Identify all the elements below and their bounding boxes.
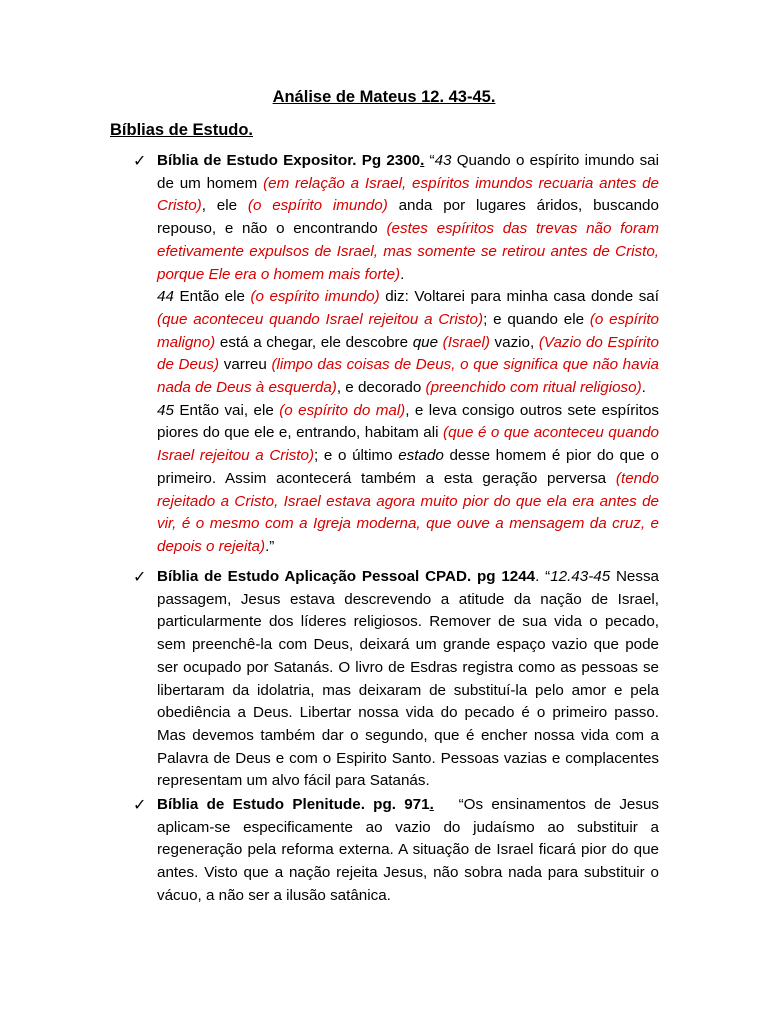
source-name: Bíblia de Estudo Aplicação Pessoal CPAD. pg 1244	[157, 568, 536, 585]
entry-body: Nessa passagem, Jesus estava descrevendo a atitude da nação de Israel, particularmente dos líderes religiosos. Remover de sua vida o pecado, sem preenchê-la com Deus, deixará um grande espaço vazio que pode ser ocupado por Satanás. O livro de Esdras registra como as pessoas se libertaram da idolatria, mas deixaram de substituí-la pelo amor e pela obediência a Deus. Libertar nossa vida do pecado é o primeiro passo. Mas devemos também dar o segundo, que é encher nossa vida com a Palavra de Deus e com o Espirito Santo. Pessoas vazias e complacentes representam um alvo fácil para Satanás.	[157, 568, 660, 790]
source-name: Bíblia de Estudo Expositor. Pg 2300	[157, 152, 421, 169]
entry-text: Bíblia de Estudo Plenitude. pg. 971. “Os ensinamentos de Jesus aplicam-se especificamente ao vazio do judaísmo ao substituir a regeneração pela reforma externa. A situação de Israel ficará pior do que antes. Visto que a nação rejeita Jesus, não sobra nada para substituir o vácuo, a não ser a ilusão satânica.	[157, 796, 659, 904]
verse-number: 43	[434, 152, 452, 169]
commentary: (preenchido com ritual religioso)	[425, 379, 642, 397]
checkmark-icon: ✓	[133, 797, 147, 814]
checkmark-icon: ✓	[133, 569, 147, 586]
verse-44-paragraph: 44 Então ele (o espírito imundo) diz: Voltarei para minha casa donde saí (que aconteceu quando Israel rejeitou a Cristo); e quando ele (o espírito maligno) está a chegar, ele descobre que (Israel) vazio, (Vazio do Espírito de Deus) varreu (limpo das coisas de Deus, o que significa que não havia nada de Deus à esquerda), e decorado (preenchido com ritual religioso).	[157, 288, 659, 397]
entry-body: “Os ensinamentos de Jesus aplicam-se especificamente ao vazio do judaísmo ao substituir a regeneração pela reforma externa. A situação de Israel ficará pior do que antes. Visto que a nação rejeita Jesus, não sobra nada para substituir o vácuo, a não ser a ilusão satânica.	[157, 796, 659, 904]
verse-number: 44	[157, 288, 174, 306]
verse-43-paragraph: Bíblia de Estudo Expositor. Pg 2300. “43 Quando o espírito imundo sai de um homem (em relação a Israel, espíritos imundos recuaria antes de Cristo), ele (o espírito imundo) anda por lugares áridos, buscando repouso, e não o encontrando (estes espíritos das trevas não foram efetivamente expulsos de Israel, mas somente se retirou antes de Cristo, porque Ele era o homem mais forte).	[157, 152, 659, 283]
commentary: (limpo das coisas de Deus, o que significa que não havia nada de Deus à esquerda)	[157, 356, 659, 397]
commentary: (tendo rejeitado a Cristo, Israel estava agora muito pior do que ela era antes de vir, é o mesmo com a Igreja moderna, que ouve a mensagem da cruz, e depois o rejeita)	[157, 469, 659, 555]
verse-45-paragraph: 45 Então vai, ele (o espírito do mal), e leva consigo outros sete espíritos piores do que ele e, entrando, habitam ali (que é o que aconteceu quando Israel rejeitou a Cristo); e o último estado desse homem é pior do que o primeiro. Assim acontecerá também a esta geração perversa (tendo rejeitado a Cristo, Israel estava agora muito pior do que ela era antes de vir, é o mesmo com a Igreja moderna, que ouve a mensagem da cruz, e depois o rejeita).”	[157, 401, 659, 555]
verse-reference: 12.43-45	[550, 568, 611, 585]
entry-text: Bíblia de Estudo Aplicação Pessoal CPAD. pg 1244. “12.43-45 Nessa passagem, Jesus estava descrevendo a atitude da nação de Israel, particularmente dos líderes religiosos. Remover de sua vida o pecado, sem preenchê-la com Deus, deixará um grande espaço vazio que pode ser ocupado por Satanás. O livro de Esdras registra como as pessoas se libertaram da idolatria, mas deixaram de substituí-la pelo amor e pela obediência a Deus. Libertar nossa vida do pecado é o primeiro passo. Mas devemos também dar o segundo, que é encher nossa vida com a Palavra de Deus e com o Espirito Santo. Pessoas vazias e complacentes representam um alvo fácil para Satanás.	[157, 568, 660, 790]
commentary: (o espírito imundo)	[247, 197, 388, 215]
commentary: (em relação a Israel, espíritos imundos recuaria antes de Cristo)	[157, 174, 659, 215]
verse-number: 45	[157, 401, 174, 419]
source-name: Bíblia de Estudo Plenitude. pg. 971	[157, 796, 430, 813]
commentary: (que é o que aconteceu quando Israel rejeitou a Cristo)	[157, 424, 659, 465]
document-title: Análise de Mateus 12. 43-45.	[272, 88, 496, 106]
commentary: (o espírito imundo)	[250, 288, 380, 306]
commentary: (Israel)	[442, 333, 490, 351]
study-bible-entry-expositor	[134, 150, 661, 559]
commentary: (que aconteceu quando Israel rejeitou a Cristo)	[157, 310, 484, 328]
checkmark-icon: ✓	[133, 153, 147, 170]
commentary: (estes espíritos das trevas não foram efetivamente expulsos de Israel, mas somente se retirou antes de Cristo, porque Ele era o homem mais forte)	[157, 220, 659, 283]
commentary: (o espírito do mal)	[279, 401, 406, 419]
commentary: (Vazio do Espírito de Deus)	[157, 333, 659, 374]
commentary: (o espírito maligno)	[157, 310, 659, 351]
section-heading: Bíblias de Estudo.	[110, 121, 254, 139]
study-bible-entry-plenitude	[134, 794, 661, 908]
study-bible-entry-cpad	[134, 566, 661, 793]
entry-text	[157, 150, 659, 559]
